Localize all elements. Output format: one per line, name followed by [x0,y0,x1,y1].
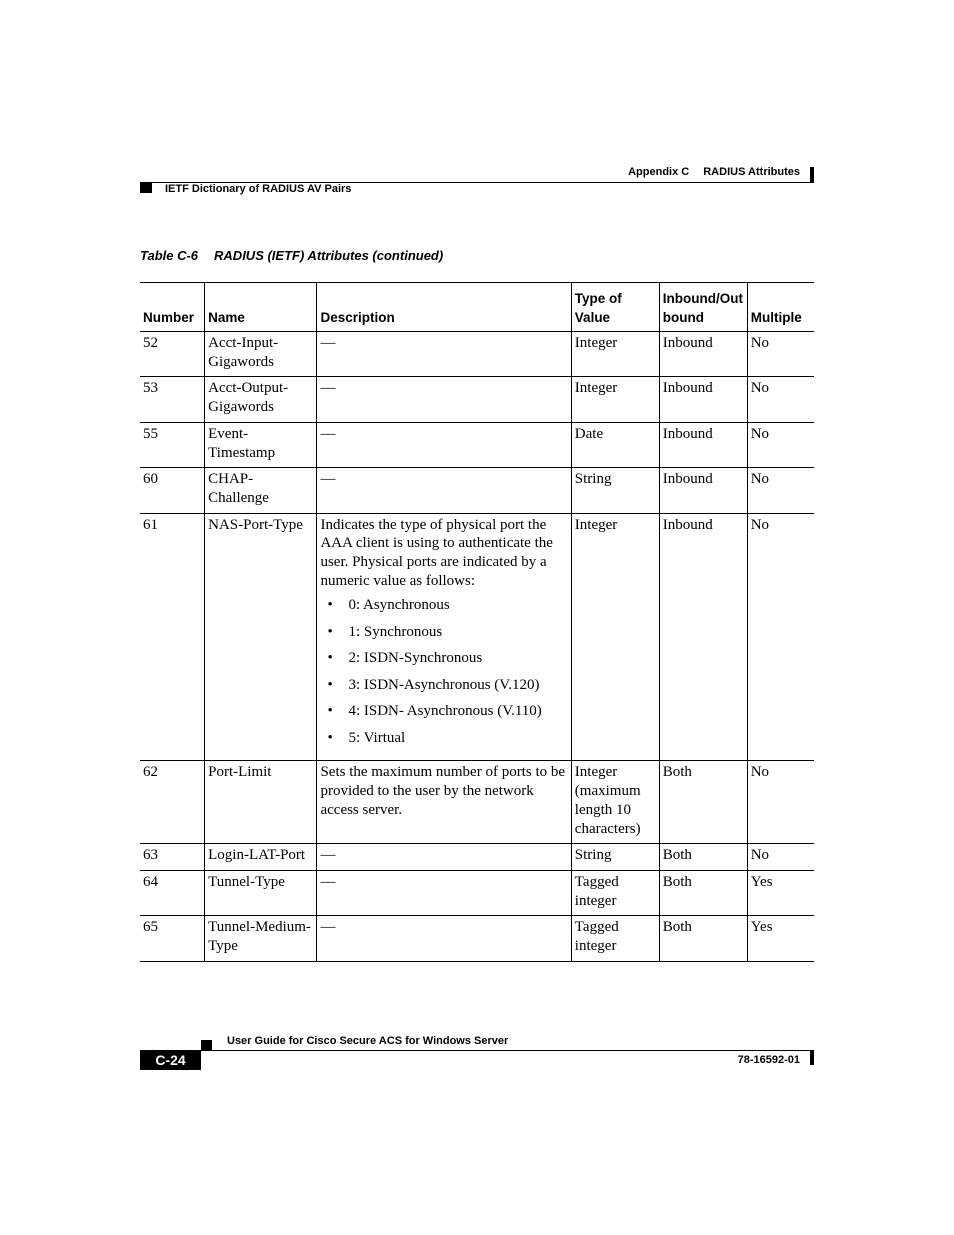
cell-multiple: No [747,377,814,422]
cell-number: 52 [143,335,158,351]
header-description: Description [317,283,571,332]
cell-name: Tunnel-Type [205,870,317,915]
table-row [140,513,814,761]
cell-multiple: Yes [747,916,814,961]
cell-description: — [317,468,571,513]
cell-description: — [317,422,571,467]
cell-description: — [317,844,571,871]
cell-multiple: No [747,468,814,513]
cell-type: Tagged integer [571,870,659,915]
cell-number: 55 [143,425,158,442]
header-multiple: Multiple [747,283,814,332]
list-item: • 1: Synchronous [348,623,567,642]
header-number: Number [143,310,195,325]
description-text: Indicates the type of physical port the AAA client is using to authenticate the user. Physical ports are indicated by a numeric value as follows: [320,516,553,589]
cell-type: Integer [571,513,659,761]
cell-description: — [317,916,571,961]
cell-type: Integer [571,377,659,422]
table-row [140,916,814,961]
chapter-title: RADIUS Attributes [703,166,800,178]
cell-name: Login-LAT-Port [205,844,317,871]
cell-number: 53 [143,380,158,397]
cell-inout: Both [659,844,747,871]
cell-type: Integer [571,332,659,377]
table-row [140,468,814,513]
table-row [140,422,814,467]
document-number: 78-16592-01 [737,1054,800,1066]
cell-inout: Both [659,916,747,961]
table-row [140,870,814,915]
cell-name: NAS-Port-Type [205,513,317,761]
cell-number: 60 [143,471,158,488]
list-item: • 4: ISDN- Asynchronous (V.110) [348,702,567,721]
cell-multiple: No [747,761,814,844]
page-number: C-24 [140,1050,201,1070]
header-type: Type of Value [571,283,659,332]
cell-type: Tagged integer [571,916,659,961]
cell-multiple: No [747,844,814,871]
cell-name: CHAP-Challenge [205,468,317,513]
table-header-row [140,283,814,332]
table-row [140,332,814,377]
cell-number: 64 [143,873,158,890]
cell-name: Event-Timestamp [205,422,317,467]
table-row [140,377,814,422]
cell-number: 62 [143,764,158,781]
cell-inout: Inbound [659,468,747,513]
header-name: Name [205,283,317,332]
cell-description: Sets the maximum number of ports to be provided to the user by the network access server. [317,761,571,844]
header-bar-marker [810,167,814,183]
table-label: Table C-6 [140,248,199,263]
cell-name: Acct-Input-Gigawords [205,332,317,377]
footer-rule [201,1050,814,1051]
cell-type: Integer (maximum length 10 characters) [571,761,659,844]
table-row [140,761,814,844]
header-inout: Inbound/Out bound [659,283,747,332]
cell-inout: Inbound [659,332,747,377]
cell-number: 61 [143,516,158,533]
section-title: IETF Dictionary of RADIUS AV Pairs [165,183,352,195]
cell-inout: Both [659,870,747,915]
list-item: • 5: Virtual [348,729,567,748]
attributes-table [140,282,814,962]
cell-inout: Inbound [659,513,747,761]
cell-description: — [317,870,571,915]
cell-description: — [317,377,571,422]
footer-bar-marker [810,1051,814,1065]
cell-multiple: No [747,332,814,377]
cell-name: Acct-Output-Gigawords [205,377,317,422]
table-row [140,844,814,871]
guide-title: User Guide for Cisco Secure ACS for Windows Server [227,1035,509,1047]
cell-type: String [571,844,659,871]
cell-multiple: No [747,422,814,467]
cell-multiple: Yes [747,870,814,915]
cell-number: 63 [143,847,158,864]
table-caption [140,248,443,263]
cell-name: Port-Limit [205,761,317,844]
appendix-label: Appendix C [628,166,690,178]
footer-block-marker [201,1040,212,1050]
cell-number: 65 [143,919,158,936]
cell-inout: Inbound [659,377,747,422]
cell-type: Date [571,422,659,467]
cell-description [317,513,571,761]
header-block-marker [140,182,152,193]
table-title: RADIUS (IETF) Attributes (continued) [214,248,444,263]
list-item: • 3: ISDN-Asynchronous (V.120) [348,676,567,695]
cell-name: Tunnel-Medium-Type [205,916,317,961]
running-header-chapter [628,166,800,178]
cell-inout: Both [659,761,747,844]
cell-multiple: No [747,513,814,761]
port-type-list [320,596,567,747]
cell-description: — [317,332,571,377]
cell-inout: Inbound [659,422,747,467]
list-item: • 0: Asynchronous [348,596,567,615]
list-item: • 2: ISDN-Synchronous [348,649,567,668]
cell-type: String [571,468,659,513]
